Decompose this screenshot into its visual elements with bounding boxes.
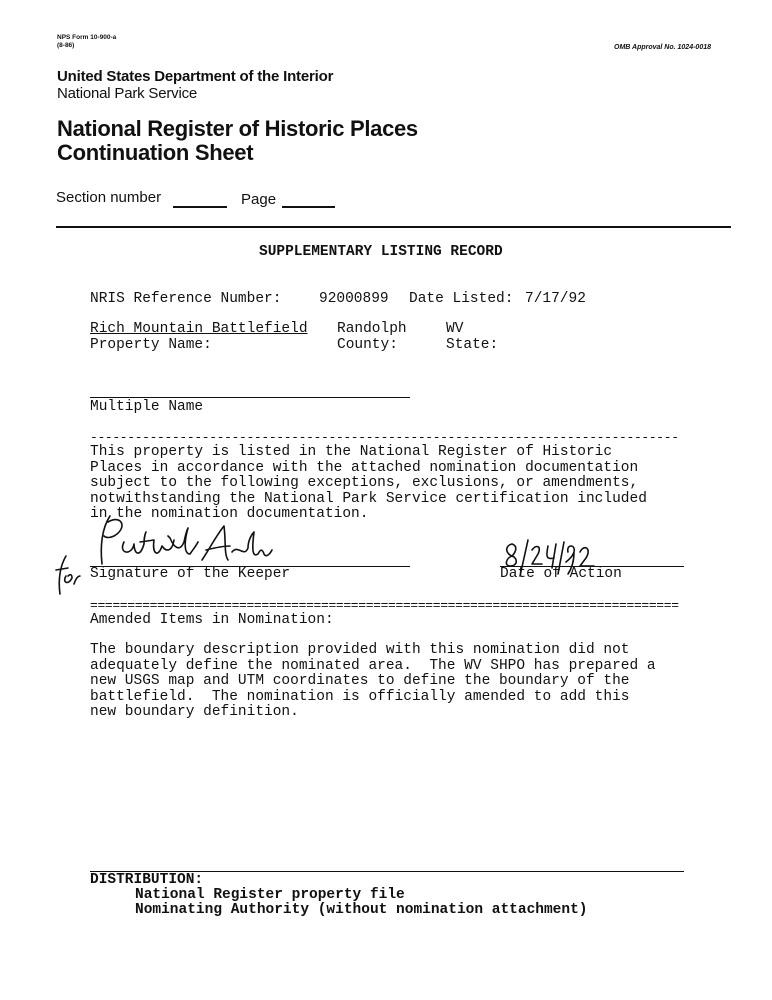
state-label: State:	[446, 337, 499, 353]
keeper-signature	[88, 502, 278, 568]
equals-divider: ===============================================================================	[90, 598, 679, 613]
section-number-blank	[173, 206, 227, 208]
section-number-label: Section number	[56, 189, 162, 206]
nris-label: NRIS Reference Number:	[90, 291, 282, 307]
department: United States Department of the Interior	[57, 68, 334, 85]
date-listed-value: 7/17/92	[525, 291, 586, 307]
dash-divider: -------------------------------------------------------------------------------	[90, 430, 679, 445]
county-value: Randolph	[337, 321, 407, 337]
distribution-item: Nominating Authority (without nomination attachment)	[135, 902, 588, 918]
signature-stroke	[123, 528, 198, 554]
county-label: County:	[337, 337, 398, 353]
statement-line: subject to the following exceptions, exclusions, or amendments,	[90, 475, 639, 491]
form-number: NPS Form 10-900-a	[57, 34, 117, 41]
date-stroke	[532, 544, 556, 568]
amendment-line: adequately define the nominated area. The WV SHPO has prepared a	[90, 657, 656, 674]
agency: National Park Service	[57, 85, 198, 102]
page-blank	[282, 206, 335, 208]
multiple-name-label: Multiple Name	[90, 399, 204, 415]
statement-line: in the nomination documentation.	[90, 506, 369, 522]
statement-line: Places in accordance with the attached nomination documentation	[90, 459, 639, 476]
for-stroke	[56, 556, 80, 594]
amendment-text	[90, 643, 656, 721]
property-name-label: Property Name:	[90, 337, 212, 353]
date-of-action-label: Date of Action	[500, 566, 622, 582]
signature-stroke	[202, 526, 272, 560]
amendment-line: new USGS map and UTM coordinates to define the boundary of the	[90, 673, 630, 689]
amendment-line: battlefield. The nomination is officially amended to add this	[90, 688, 630, 705]
distribution-label: DISTRIBUTION:	[90, 872, 204, 888]
record-heading: SUPPLEMENTARY LISTING RECORD	[259, 244, 503, 260]
form-date: (8-86)	[57, 42, 75, 49]
signature-stroke	[101, 516, 110, 564]
property-name-value: Rich Mountain Battlefield	[90, 321, 308, 337]
statement-line: notwithstanding the National Park Service certification included	[90, 490, 647, 507]
statement-line: This property is listed in the National Register of Historic	[90, 444, 613, 460]
for-mark	[52, 552, 82, 596]
page-label: Page	[241, 191, 277, 208]
state-value: WV	[446, 321, 464, 337]
header-rule	[56, 226, 731, 228]
amended-items-label: Amended Items in Nomination:	[90, 612, 334, 628]
amendment-line: The boundary description provided with this nomination did not	[90, 642, 630, 658]
page-title: National Register of Historic Places	[57, 116, 418, 141]
distribution-item: National Register property file	[135, 887, 405, 903]
date-stroke	[506, 544, 516, 566]
amendment-line: new boundary definition.	[90, 704, 299, 720]
omb-approval: OMB Approval No. 1024-0018	[614, 44, 711, 51]
signature-label: Signature of the Keeper	[90, 566, 291, 582]
nris-value: 92000899	[319, 291, 389, 307]
date-listed-label: Date Listed:	[409, 291, 514, 307]
page-subtitle: Continuation Sheet	[57, 140, 254, 165]
